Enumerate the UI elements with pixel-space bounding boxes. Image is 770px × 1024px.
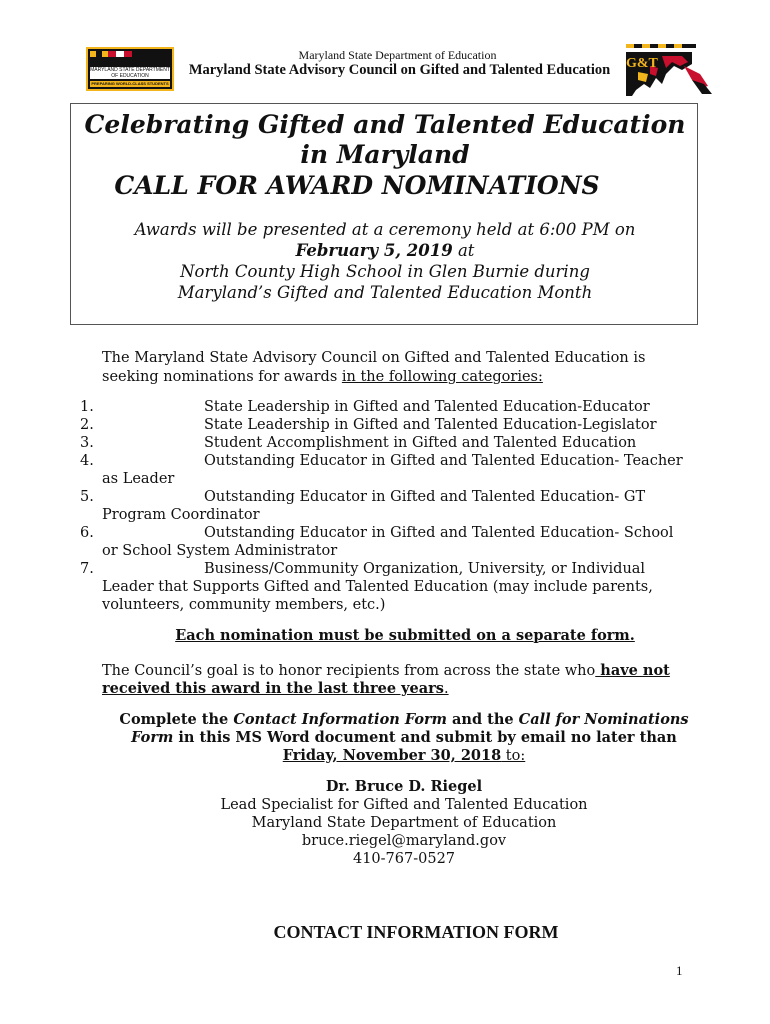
logo-tagline: PREPARING WORLD-CLASS STUDENTS — [91, 81, 169, 86]
title-line3: CALL FOR AWARD NOMINATIONS — [114, 171, 600, 200]
category-number: 7. — [80, 561, 94, 577]
separate-form-note: Each nomination must be submitted on a separate form. — [175, 627, 635, 644]
category-item-cont: as Leader — [102, 471, 175, 487]
category-number: 4. — [80, 453, 94, 469]
event-line2 — [72, 240, 698, 261]
goal-emphasis-cont: received this award in the last three years — [102, 680, 444, 697]
category-number: 3. — [80, 435, 94, 451]
goal-end: . — [443, 681, 449, 697]
intro-categories-link-text: in the following categories: — [341, 369, 543, 385]
goal-line1 — [102, 662, 722, 680]
gt-logo-text: G&T — [626, 56, 658, 71]
page-number: 1 — [676, 963, 683, 978]
instructions-line1 — [96, 711, 712, 729]
category-item: State Leadership in Gifted and Talented Education-Educator — [204, 399, 650, 415]
category-item: Outstanding Educator in Gifted and Talented Education- Teacher — [204, 453, 683, 469]
instructions-line3 — [96, 747, 712, 765]
instr-p6: in this MS Word document and submit by email no later than — [173, 729, 677, 746]
instr-form: Form — [131, 729, 174, 746]
instr-p7: to: — [501, 748, 526, 764]
event-line1: Awards will be presented at a ceremony held at 6:00 PM on — [134, 220, 636, 239]
category-item-cont: Leader that Supports Gifted and Talented Education (may include parents, — [102, 579, 653, 595]
instr-p1: Complete the — [119, 711, 234, 728]
gt-logo — [622, 44, 714, 96]
title-line2: in Maryland — [300, 140, 470, 169]
category-item-cont: Program Coordinator — [102, 507, 260, 523]
contact-name: Dr. Bruce D. Riegel — [325, 778, 483, 795]
category-item: Outstanding Educator in Gifted and Talented Education- School — [204, 525, 674, 541]
contact-title: Lead Specialist for Gifted and Talented Education — [220, 797, 588, 813]
category-item: Student Accomplishment in Gifted and Talented Education — [204, 435, 637, 451]
intro-line1: The Maryland State Advisory Council on Gifted and Talented Education is — [102, 350, 646, 366]
event-date: February 5, 2019 — [295, 241, 453, 260]
goal-line2 — [102, 680, 722, 698]
category-item: Outstanding Educator in Gifted and Talented Education- GT — [204, 489, 646, 505]
event-line3: North County High School in Glen Burnie during — [180, 262, 590, 281]
instructions-line2 — [96, 729, 712, 747]
category-number: 6. — [80, 525, 94, 541]
category-item: State Leadership in Gifted and Talented Education-Legislator — [204, 417, 657, 433]
category-item-cont: volunteers, community members, etc.) — [102, 597, 386, 613]
contact-org: Maryland State Department of Education — [251, 815, 557, 831]
category-item: Business/Community Organization, University, or Individual — [204, 561, 646, 577]
intro-line2 — [102, 368, 722, 386]
category-number: 2. — [80, 417, 94, 433]
instr-p3: and the — [446, 711, 519, 728]
header-org-line1: Maryland State Department of Education — [298, 48, 497, 62]
intro-line2-text: seeking nominations for awards — [102, 369, 342, 385]
goal-text: The Council’s goal is to honor recipients from across the state who — [102, 663, 596, 679]
instr-contact-form: Contact Information Form — [233, 711, 447, 728]
section-heading: CONTACT INFORMATION FORM — [273, 922, 559, 942]
event-line4: Maryland’s Gifted and Talented Education Month — [177, 283, 593, 302]
title-line1: Celebrating Gifted and Talented Education — [84, 110, 686, 139]
contact-email[interactable]: bruce.riegel@maryland.gov — [301, 833, 507, 849]
msde-logo — [86, 47, 174, 91]
instr-call-nominations: Call for Nominations — [518, 711, 689, 728]
goal-emphasis: have not — [595, 662, 670, 679]
category-item-cont: or School System Administrator — [102, 543, 338, 559]
category-number: 5. — [80, 489, 94, 505]
logo-text: MARYLAND STATE DEPARTMENT OF EDUCATION — [90, 67, 170, 79]
event-date-suffix: at — [452, 241, 475, 260]
header-org-line2: Maryland State Advisory Council on Gifted and Talented Education — [188, 62, 611, 78]
deadline: Friday, November 30, 2018 — [282, 747, 502, 764]
category-number: 1. — [80, 399, 94, 415]
contact-phone: 410-767-0527 — [352, 851, 456, 867]
